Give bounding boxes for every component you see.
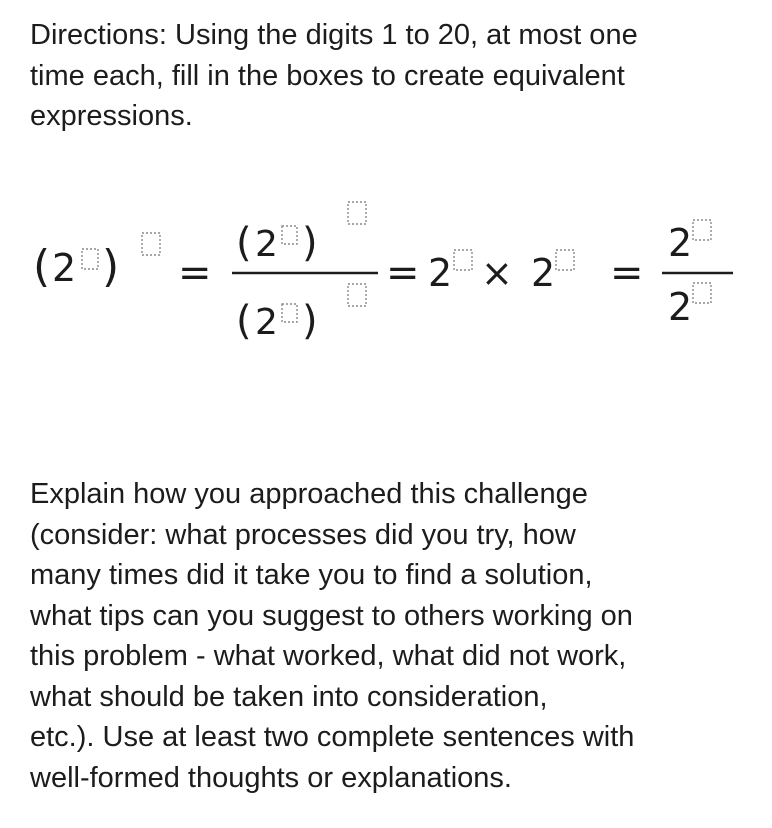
base-two: 2 — [255, 224, 278, 265]
close-paren: ) — [102, 241, 120, 292]
exponent-box[interactable] — [142, 233, 160, 255]
equals-sign: = — [610, 250, 644, 296]
directions-line: time each, fill in the boxes to create equivalent — [30, 59, 625, 92]
exponent-box[interactable] — [454, 250, 472, 270]
exponent-box[interactable] — [556, 250, 574, 270]
expression-quotient-of-powers — [232, 202, 378, 344]
times-sign: × — [481, 251, 513, 295]
open-paren: ( — [236, 298, 252, 344]
open-paren: ( — [33, 241, 51, 292]
explanation-line: many times did it take you to find a solution, — [30, 559, 593, 591]
exponent-box[interactable] — [348, 284, 366, 306]
equivalent-expressions — [0, 170, 772, 390]
explanation-line: well-formed thoughts or explanations. — [30, 761, 512, 794]
base-two: 2 — [668, 285, 693, 329]
exponent-box[interactable] — [82, 249, 98, 269]
explanation-prompt — [30, 474, 750, 798]
exponent-box[interactable] — [348, 202, 366, 224]
exponent-box[interactable] — [693, 283, 711, 303]
equals-sign: = — [386, 250, 420, 296]
exponent-box[interactable] — [693, 220, 711, 240]
close-paren: ) — [302, 298, 318, 344]
explanation-line: this problem - what worked, what did not work, — [30, 640, 627, 672]
exponent-box[interactable] — [282, 304, 297, 322]
directions-line: expressions. — [30, 100, 193, 132]
base-two: 2 — [52, 246, 77, 290]
explanation-line: (consider: what processes did you try, how — [30, 518, 576, 551]
explanation-line: what should be taken into consideration, — [30, 680, 548, 713]
directions-text — [30, 15, 750, 137]
base-two: 2 — [428, 251, 453, 295]
exponent-box[interactable] — [282, 226, 297, 244]
base-two: 2 — [668, 221, 693, 265]
close-paren: ) — [302, 220, 318, 266]
explanation-line: Explain how you approached this challenge — [30, 478, 588, 510]
equals-sign: = — [178, 250, 212, 296]
directions-line: Directions: Using the digits 1 to 20, at most one — [30, 19, 638, 51]
expression-product-of-powers — [428, 250, 574, 295]
base-two: 2 — [531, 251, 556, 295]
expression-quotient-simple — [662, 220, 733, 329]
expression-power-of-power — [33, 233, 160, 292]
open-paren: ( — [236, 220, 252, 266]
explanation-line: etc.). Use at least two complete sentences with — [30, 721, 635, 753]
explanation-line: what tips can you suggest to others working on — [30, 599, 633, 632]
base-two: 2 — [255, 302, 278, 343]
